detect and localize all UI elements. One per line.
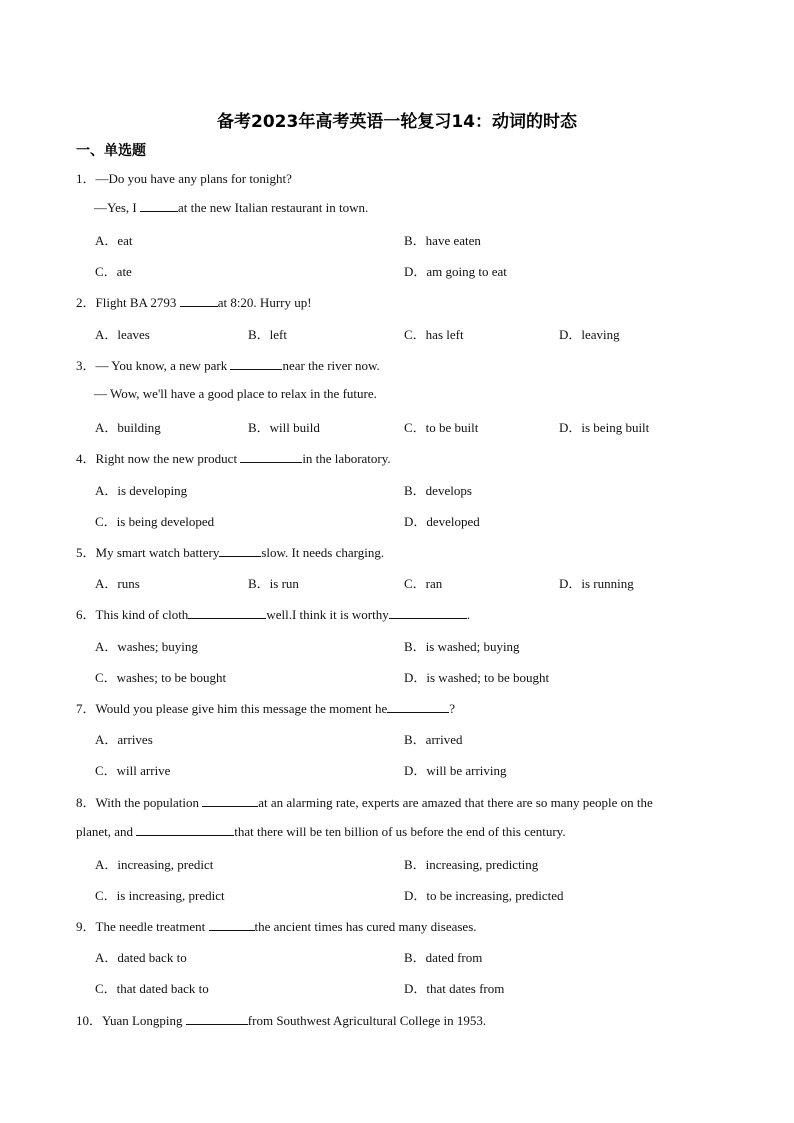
- question-8-stem: 8．With the population at an alarming rate, experts are amazed that there are so many people on the: [76, 795, 653, 810]
- question-10-stem: 10．Yuan Longping from Southwest Agricultural College in 1953.: [76, 1013, 487, 1028]
- option-b[interactable]: B．develops: [404, 483, 472, 498]
- option-c[interactable]: C．is increasing, predict: [95, 888, 225, 903]
- answer-blank: [202, 794, 258, 807]
- option-d[interactable]: D．leaving: [559, 327, 620, 342]
- question-2-stem: 2．Flight BA 2793 at 8:20. Hurry up!: [76, 295, 312, 310]
- option-c[interactable]: C．will arrive: [95, 763, 171, 778]
- option-a[interactable]: A．washes; buying: [95, 639, 198, 654]
- option-b[interactable]: B．dated from: [404, 950, 483, 965]
- answer-blank: [186, 1012, 248, 1025]
- question-3-line2: — Wow, we'll have a good place to relax in the future.: [94, 386, 377, 401]
- answer-blank: [387, 700, 449, 713]
- option-b[interactable]: B．have eaten: [404, 233, 481, 248]
- option-b[interactable]: B．is run: [248, 576, 299, 591]
- option-c[interactable]: C．washes; to be bought: [95, 670, 227, 685]
- option-a[interactable]: A．arrives: [95, 732, 153, 747]
- option-d[interactable]: D．is being built: [559, 420, 650, 435]
- answer-blank: [180, 294, 218, 307]
- option-d[interactable]: D．am going to eat: [404, 264, 507, 279]
- answer-blank: [188, 606, 266, 619]
- answer-blank: [140, 199, 178, 212]
- question-1-stem: [76, 168, 292, 187]
- question-3-stem: 3．— You know, a new park near the river now.: [76, 358, 380, 373]
- answer-blank: [389, 606, 467, 619]
- answer-blank: [230, 357, 282, 370]
- option-a[interactable]: A．increasing, predict: [95, 857, 214, 872]
- option-d[interactable]: D．will be arriving: [404, 763, 507, 778]
- option-c[interactable]: C．that dated back to: [95, 981, 209, 996]
- option-b[interactable]: B．arrived: [404, 732, 463, 747]
- option-d[interactable]: D．that dates from: [404, 981, 505, 996]
- answer-blank: [219, 544, 261, 557]
- question-5-stem: 5．My smart watch battery slow. It needs charging.: [76, 545, 385, 560]
- section-heading: 一、单选题: [76, 143, 146, 159]
- option-a[interactable]: A．dated back to: [95, 950, 187, 965]
- option-d[interactable]: D．is running: [559, 576, 634, 591]
- option-a[interactable]: A．is developing: [95, 483, 188, 498]
- option-b[interactable]: B．is washed; buying: [404, 639, 520, 654]
- question-9-stem: 9．The needle treatment the ancient times has cured many diseases.: [76, 919, 477, 934]
- option-a[interactable]: A．runs: [95, 576, 140, 591]
- option-b[interactable]: B．will build: [248, 420, 320, 435]
- question-1-line2: —Yes, I at the new Italian restaurant in town.: [94, 200, 369, 215]
- option-b[interactable]: B．increasing, predicting: [404, 857, 539, 872]
- question-number: 1．: [76, 171, 96, 186]
- option-a[interactable]: A．eat: [95, 233, 133, 248]
- question-6-stem: 6．This kind of cloth well.I think it is worthy .: [76, 607, 470, 622]
- option-a[interactable]: A．building: [95, 420, 161, 435]
- option-b[interactable]: B．left: [248, 327, 287, 342]
- option-d[interactable]: D．developed: [404, 514, 480, 529]
- answer-blank: [209, 918, 255, 931]
- answer-blank: [136, 823, 234, 836]
- page-title: 备考2023年高考英语一轮复习14：动词的时态: [217, 112, 577, 132]
- question-7-stem: 7．Would you please give him this message the moment he ?: [76, 701, 456, 716]
- option-d[interactable]: D．is washed; to be bought: [404, 670, 550, 685]
- option-c[interactable]: C．ran: [404, 576, 443, 591]
- option-c[interactable]: C．to be built: [404, 420, 479, 435]
- option-c[interactable]: C．ate: [95, 264, 132, 279]
- option-c[interactable]: C．is being developed: [95, 514, 215, 529]
- option-a[interactable]: A．leaves: [95, 327, 150, 342]
- question-text: —Do you have any plans for tonight?: [95, 171, 292, 186]
- option-c[interactable]: C．has left: [404, 327, 464, 342]
- question-4-stem: 4．Right now the new product in the laboratory.: [76, 451, 391, 466]
- answer-blank: [240, 450, 302, 463]
- question-8-line2: planet, and that there will be ten billion of us before the end of this century.: [76, 824, 566, 839]
- option-d[interactable]: D．to be increasing, predicted: [404, 888, 564, 903]
